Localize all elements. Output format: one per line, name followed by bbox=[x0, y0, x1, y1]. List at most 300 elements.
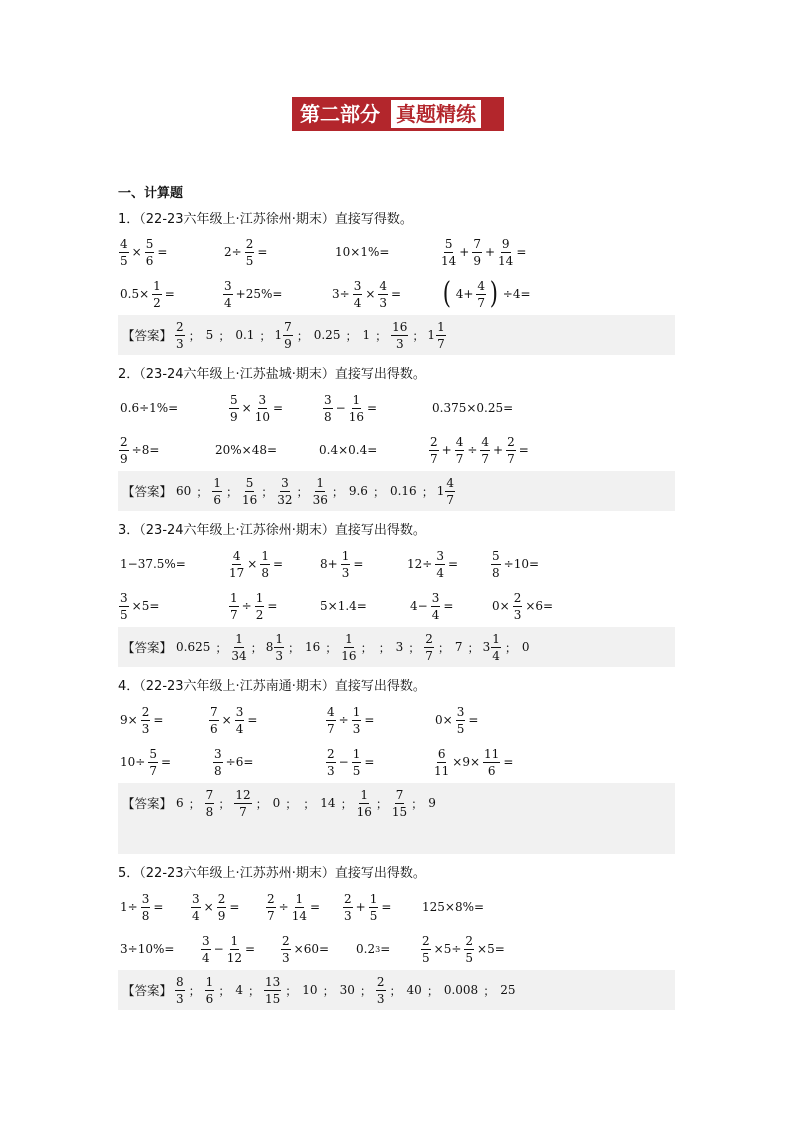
numerator: 4 bbox=[232, 548, 241, 563]
answer-item bbox=[391, 789, 408, 818]
math-text: = bbox=[272, 401, 284, 415]
numerator: 3 bbox=[436, 548, 444, 563]
math-text: 0.2 bbox=[356, 942, 376, 956]
fraction bbox=[141, 706, 151, 735]
denominator: 3 bbox=[275, 648, 283, 663]
numerator: 3 bbox=[456, 704, 465, 719]
numerator: 3 bbox=[224, 278, 232, 293]
denominator: 9 bbox=[284, 336, 292, 351]
answer-item bbox=[174, 976, 186, 1005]
numerator: 1 bbox=[230, 933, 239, 948]
denominator: 8 bbox=[205, 804, 214, 819]
math-text: × bbox=[221, 713, 232, 727]
denominator: 16 bbox=[241, 492, 258, 507]
numerator: 4 bbox=[481, 434, 490, 449]
fraction bbox=[352, 748, 362, 777]
math-text: × bbox=[365, 287, 376, 301]
fraction bbox=[434, 748, 449, 777]
fraction bbox=[441, 238, 456, 267]
numerator: 3 bbox=[214, 746, 222, 761]
numerator: 3 bbox=[120, 590, 128, 605]
q2-expr-3 bbox=[322, 390, 379, 426]
numerator: 3 bbox=[258, 392, 267, 407]
q3-expr-3 bbox=[318, 546, 365, 582]
denominator: 34 bbox=[231, 648, 247, 663]
denominator: 7 bbox=[425, 648, 433, 663]
answer-item bbox=[274, 321, 293, 350]
math-text: ÷8= bbox=[131, 443, 160, 457]
fraction bbox=[242, 477, 257, 506]
denominator: 36 bbox=[312, 492, 328, 507]
answer-separator: ； bbox=[287, 640, 300, 655]
fraction bbox=[212, 477, 222, 506]
math-text: 0.5× bbox=[120, 287, 150, 301]
math-text: 0 bbox=[272, 796, 281, 810]
numerator: 1 bbox=[352, 746, 361, 761]
answer-separator: ； bbox=[411, 796, 424, 811]
denominator: 7 bbox=[446, 492, 454, 507]
whole-part: 8 bbox=[265, 640, 274, 654]
numerator: 1 bbox=[261, 548, 269, 563]
math-text: = bbox=[244, 942, 256, 956]
fraction bbox=[369, 893, 379, 922]
answer-separator: ； bbox=[421, 484, 434, 499]
math-text: + bbox=[484, 245, 496, 259]
math-text: = bbox=[366, 401, 378, 415]
fraction bbox=[148, 748, 158, 777]
answer-separator: ； bbox=[340, 796, 353, 811]
math-text: 0.4×0.4= bbox=[319, 443, 378, 457]
q5-expr-9 bbox=[356, 931, 390, 967]
numerator: 3 bbox=[281, 475, 289, 490]
answer-separator: ； bbox=[372, 484, 385, 499]
math-text: 8+ bbox=[320, 557, 338, 571]
q3-expr-2 bbox=[228, 546, 285, 582]
denominator: 9 bbox=[217, 908, 226, 923]
answer-separator: ； bbox=[437, 640, 450, 655]
denominator: 4 bbox=[436, 565, 444, 580]
numerator: 3 bbox=[202, 933, 210, 948]
math-text: + bbox=[459, 245, 470, 259]
math-text: − bbox=[338, 755, 349, 769]
math-text: 7 bbox=[454, 640, 463, 654]
fraction bbox=[281, 935, 291, 964]
numerator: 7 bbox=[473, 236, 481, 251]
answer-item bbox=[263, 976, 282, 1005]
answer-item bbox=[427, 321, 446, 350]
fraction bbox=[352, 706, 362, 735]
answer-item bbox=[312, 328, 343, 342]
math-text: ×5÷ bbox=[433, 942, 462, 956]
fraction bbox=[326, 706, 336, 735]
denominator: 32 bbox=[277, 492, 293, 507]
numerator: 11 bbox=[484, 746, 500, 761]
answer-separator: ； bbox=[285, 983, 298, 998]
fraction bbox=[277, 477, 292, 506]
fraction bbox=[175, 321, 185, 350]
numerator: 1 bbox=[352, 704, 361, 719]
numerator: 7 bbox=[210, 704, 218, 719]
answer-item bbox=[211, 477, 223, 506]
denominator: 7 bbox=[477, 295, 486, 310]
q3-expr-10 bbox=[490, 588, 555, 624]
question-text: （22-23六年级上·江苏南通·期末）直接写出得数。 bbox=[139, 679, 426, 694]
denominator: 5 bbox=[352, 763, 361, 778]
denominator: 3 bbox=[395, 336, 404, 351]
mixed-number bbox=[483, 633, 502, 662]
math-text: × bbox=[203, 900, 214, 914]
whole-part: 1 bbox=[274, 328, 283, 342]
denominator: 8 bbox=[324, 409, 332, 424]
answer-separator: ； bbox=[345, 328, 358, 343]
math-text: = bbox=[447, 557, 459, 571]
mixed-number bbox=[427, 321, 446, 350]
denominator: 5 bbox=[120, 253, 128, 268]
math-text: 10÷ bbox=[120, 755, 146, 769]
answer-separator: ； bbox=[188, 328, 201, 343]
denominator: 7 bbox=[327, 721, 335, 736]
math-text: 25 bbox=[500, 983, 516, 997]
numerator: 5 bbox=[149, 746, 157, 761]
denominator: 3 bbox=[376, 991, 385, 1006]
fraction bbox=[229, 550, 244, 579]
answer-separator: ； bbox=[331, 484, 344, 499]
fraction bbox=[341, 550, 351, 579]
math-text: ÷6= bbox=[225, 755, 254, 769]
fraction bbox=[436, 321, 446, 350]
q1-expr-3 bbox=[333, 234, 391, 270]
math-text: ×9× bbox=[452, 755, 481, 769]
answer-separator: ； bbox=[196, 484, 209, 499]
fraction bbox=[205, 789, 215, 818]
numerator: 2 bbox=[422, 933, 430, 948]
numerator: 1 bbox=[341, 548, 350, 563]
denominator: 3 bbox=[282, 950, 290, 965]
math-text: ÷ bbox=[338, 713, 349, 727]
answer-separator: ； bbox=[188, 983, 201, 998]
math-text: = bbox=[391, 287, 402, 301]
denominator: 7 bbox=[239, 804, 247, 819]
answer-line bbox=[118, 783, 438, 823]
denominator: 5 bbox=[456, 721, 465, 736]
mixed-number bbox=[437, 477, 456, 506]
denominator: 5 bbox=[120, 607, 128, 622]
numerator: 2 bbox=[430, 434, 438, 449]
answer-item bbox=[453, 640, 465, 654]
fraction bbox=[435, 550, 445, 579]
answer-item bbox=[394, 640, 406, 654]
denominator: 11 bbox=[434, 763, 450, 778]
answer-box-1 bbox=[118, 315, 675, 355]
answer-box-2 bbox=[118, 471, 675, 511]
denominator: 4 bbox=[224, 295, 232, 310]
answer-separator: ； bbox=[322, 983, 335, 998]
numerator: 4 bbox=[477, 278, 486, 293]
numerator: 7 bbox=[205, 787, 214, 802]
whole-part: 3 bbox=[482, 640, 491, 654]
answer-separator: ； bbox=[218, 796, 231, 811]
fraction bbox=[119, 238, 129, 267]
q5-expr-3 bbox=[265, 889, 322, 925]
whole-part: 1 bbox=[436, 484, 445, 498]
math-text: ÷4= bbox=[502, 287, 531, 301]
q2-expr-5 bbox=[118, 432, 161, 468]
q5-expr-1 bbox=[118, 889, 165, 925]
denominator: 7 bbox=[230, 607, 238, 622]
answer-item bbox=[375, 976, 387, 1005]
answer-separator: ； bbox=[375, 328, 388, 343]
math-text: 6 bbox=[176, 796, 184, 810]
numerator: 8 bbox=[176, 974, 184, 989]
answer-item bbox=[276, 477, 293, 506]
denominator: 2 bbox=[153, 295, 161, 310]
numerator: 1 bbox=[230, 590, 238, 605]
answer-item bbox=[174, 321, 186, 350]
math-text: 60 bbox=[176, 484, 192, 498]
math-text: + bbox=[441, 443, 452, 457]
answer-item bbox=[498, 983, 517, 997]
q1-expr-4 bbox=[440, 234, 528, 270]
denominator: 9 bbox=[120, 451, 128, 466]
numerator: 2 bbox=[141, 704, 150, 719]
q5-expr-5 bbox=[420, 889, 486, 925]
answer-item bbox=[390, 321, 409, 350]
numerator: 1 bbox=[492, 631, 500, 646]
fraction bbox=[424, 633, 434, 662]
fraction bbox=[480, 436, 490, 465]
answer-item bbox=[388, 484, 419, 498]
q2-expr-6 bbox=[213, 432, 279, 468]
question-4-head bbox=[118, 675, 426, 694]
q4-expr-4 bbox=[433, 702, 480, 738]
fraction bbox=[264, 976, 281, 1005]
numerator: 2 bbox=[376, 974, 385, 989]
math-text: = bbox=[518, 443, 529, 457]
math-text: +25%= bbox=[235, 287, 283, 301]
exponent: 3 bbox=[375, 944, 381, 954]
math-text: ÷10= bbox=[503, 557, 540, 571]
answer-separator: ； bbox=[389, 983, 402, 998]
denominator: 3 bbox=[176, 336, 184, 351]
answer-item bbox=[340, 633, 357, 662]
denominator: 8 bbox=[261, 565, 269, 580]
denominator: 14 bbox=[498, 253, 514, 268]
math-text: 14 bbox=[320, 796, 336, 810]
question-text: （23-24六年级上·江苏盐城·期末）直接写出得数。 bbox=[139, 367, 426, 382]
q5-expr-4 bbox=[342, 889, 393, 925]
numerator: 5 bbox=[245, 475, 254, 490]
numerator: 1 bbox=[316, 475, 325, 490]
fraction bbox=[498, 238, 513, 267]
answer-separator: ； bbox=[360, 640, 373, 655]
answer-item bbox=[266, 633, 285, 662]
answer-separator: ； bbox=[261, 484, 274, 499]
fraction bbox=[217, 893, 227, 922]
math-text: 9 bbox=[428, 796, 436, 810]
section-heading: 一、计算题 bbox=[118, 186, 184, 201]
denominator: 5 bbox=[422, 950, 430, 965]
denominator: 9 bbox=[473, 253, 481, 268]
numerator: 1 bbox=[437, 319, 445, 334]
answer-tag: 【答案】 bbox=[122, 640, 173, 655]
math-text: 4 bbox=[235, 983, 243, 997]
question-number: 4． bbox=[118, 679, 140, 694]
answer-separator: ； bbox=[259, 328, 272, 343]
denominator: 7 bbox=[437, 336, 445, 351]
math-text: 10 bbox=[302, 983, 318, 997]
q1-expr-2 bbox=[222, 234, 269, 270]
answer-separator: ； bbox=[426, 983, 439, 998]
answer-item bbox=[303, 640, 322, 654]
answer-line bbox=[118, 627, 532, 667]
denominator: 6 bbox=[210, 721, 218, 736]
fraction bbox=[175, 976, 185, 1005]
answer-separator: ； bbox=[467, 640, 480, 655]
answer-item bbox=[520, 640, 532, 654]
answer-separator: ； bbox=[375, 796, 388, 811]
answer-item bbox=[230, 633, 247, 662]
answer-box-3 bbox=[118, 627, 675, 667]
answer-separator: ； bbox=[285, 796, 298, 811]
q1-expr-7 bbox=[330, 276, 403, 312]
answer-separator: ； bbox=[250, 640, 263, 655]
question-text: （23-24六年级上·江苏徐州·期末）直接写出得数。 bbox=[139, 523, 426, 538]
fraction bbox=[205, 976, 215, 1005]
fraction bbox=[341, 633, 356, 662]
math-text: 0.16 bbox=[389, 484, 417, 498]
math-text: = bbox=[503, 755, 514, 769]
numerator: 5 bbox=[230, 392, 238, 407]
fraction bbox=[283, 321, 293, 350]
numerator: 5 bbox=[492, 548, 500, 563]
fraction bbox=[349, 394, 364, 423]
fraction bbox=[141, 893, 151, 922]
denominator: 16 bbox=[356, 804, 372, 819]
numerator: 7 bbox=[395, 787, 404, 802]
question-number: 5． bbox=[118, 866, 140, 881]
fraction bbox=[513, 592, 523, 621]
denominator: 6 bbox=[205, 991, 214, 1006]
q2-expr-8 bbox=[428, 432, 531, 468]
math-text: 1÷ bbox=[120, 900, 138, 914]
denominator: 4 bbox=[235, 721, 244, 736]
math-text: = bbox=[229, 900, 240, 914]
fraction bbox=[213, 748, 223, 777]
answer-separator: ； bbox=[408, 640, 421, 655]
mixed-number bbox=[274, 321, 293, 350]
question-5-head bbox=[118, 862, 426, 881]
math-text: 0.625 bbox=[176, 640, 211, 654]
numerator: 3 bbox=[192, 891, 200, 906]
denominator: 6 bbox=[487, 763, 496, 778]
math-text: = bbox=[267, 599, 278, 613]
fraction bbox=[421, 935, 431, 964]
numerator: 2 bbox=[513, 590, 522, 605]
question-2-head bbox=[118, 363, 426, 382]
math-text: 16 bbox=[304, 640, 321, 654]
math-text: 9× bbox=[120, 713, 138, 727]
q2-expr-7 bbox=[317, 432, 379, 468]
math-text: − bbox=[213, 942, 224, 956]
numerator: 5 bbox=[145, 236, 154, 251]
numerator: 2 bbox=[267, 891, 275, 906]
math-text: 0× bbox=[435, 713, 453, 727]
math-text: 0.6÷1%= bbox=[120, 401, 179, 415]
numerator: 1 bbox=[213, 475, 221, 490]
answer-item bbox=[312, 477, 329, 506]
denominator: 9 bbox=[230, 409, 238, 424]
fraction bbox=[357, 789, 372, 818]
numerator: 6 bbox=[437, 746, 446, 761]
fraction bbox=[229, 394, 239, 423]
q4-expr-3 bbox=[325, 702, 376, 738]
fraction bbox=[235, 706, 245, 735]
denominator: 3 bbox=[176, 991, 184, 1006]
denominator: 5 bbox=[465, 950, 474, 965]
numerator: 2 bbox=[425, 631, 433, 646]
answer-separator: ； bbox=[188, 796, 201, 811]
math-text: = bbox=[160, 755, 172, 769]
numerator: 1 bbox=[369, 891, 378, 906]
denominator: 3 bbox=[379, 295, 388, 310]
denominator: 15 bbox=[264, 991, 281, 1006]
fraction bbox=[313, 477, 328, 506]
fraction bbox=[260, 550, 270, 579]
denominator: 12 bbox=[226, 950, 242, 965]
answer-item bbox=[338, 983, 357, 997]
part-label: 第二部分 bbox=[292, 97, 389, 131]
q4-expr-2 bbox=[208, 702, 259, 738]
numerator: 1 bbox=[235, 631, 243, 646]
math-text: + bbox=[493, 443, 504, 457]
answer-separator: ； bbox=[218, 983, 231, 998]
denominator: 2 bbox=[255, 607, 264, 622]
fraction bbox=[476, 280, 486, 309]
math-text: = bbox=[353, 557, 364, 571]
fraction bbox=[145, 238, 155, 267]
answer-item bbox=[233, 983, 245, 997]
math-text: 2÷ bbox=[224, 245, 242, 259]
answer-item bbox=[437, 477, 456, 506]
question-text: （22-23六年级上·江苏苏州·期末）直接写出得数。 bbox=[139, 866, 426, 881]
numerator: 2 bbox=[120, 434, 128, 449]
numerator: 3 bbox=[353, 278, 362, 293]
math-text: 5×1.4= bbox=[320, 599, 367, 613]
fraction bbox=[323, 394, 333, 423]
fraction bbox=[464, 935, 474, 964]
math-text: × bbox=[247, 557, 258, 571]
answer-item bbox=[318, 796, 337, 810]
numerator: 2 bbox=[507, 434, 515, 449]
title-banner-content bbox=[292, 97, 484, 131]
denominator: 15 bbox=[391, 804, 408, 819]
math-text: 1 bbox=[362, 328, 371, 342]
math-text: 3÷10%= bbox=[120, 942, 175, 956]
fraction bbox=[152, 280, 162, 309]
answer-separator: ； bbox=[359, 983, 372, 998]
numerator: 3 bbox=[141, 891, 150, 906]
numerator: 12 bbox=[235, 787, 251, 802]
answer-item bbox=[347, 484, 370, 498]
answer-separator: ； bbox=[303, 796, 316, 811]
numerator: 16 bbox=[392, 319, 408, 334]
question-text: （22-23六年级上·江苏徐州·期末）直接写得数。 bbox=[139, 212, 413, 227]
answer-line bbox=[118, 315, 447, 355]
q3-expr-6 bbox=[118, 588, 161, 624]
denominator: 7 bbox=[481, 451, 490, 466]
math-text: 20%×48= bbox=[215, 443, 278, 457]
fraction bbox=[266, 893, 276, 922]
